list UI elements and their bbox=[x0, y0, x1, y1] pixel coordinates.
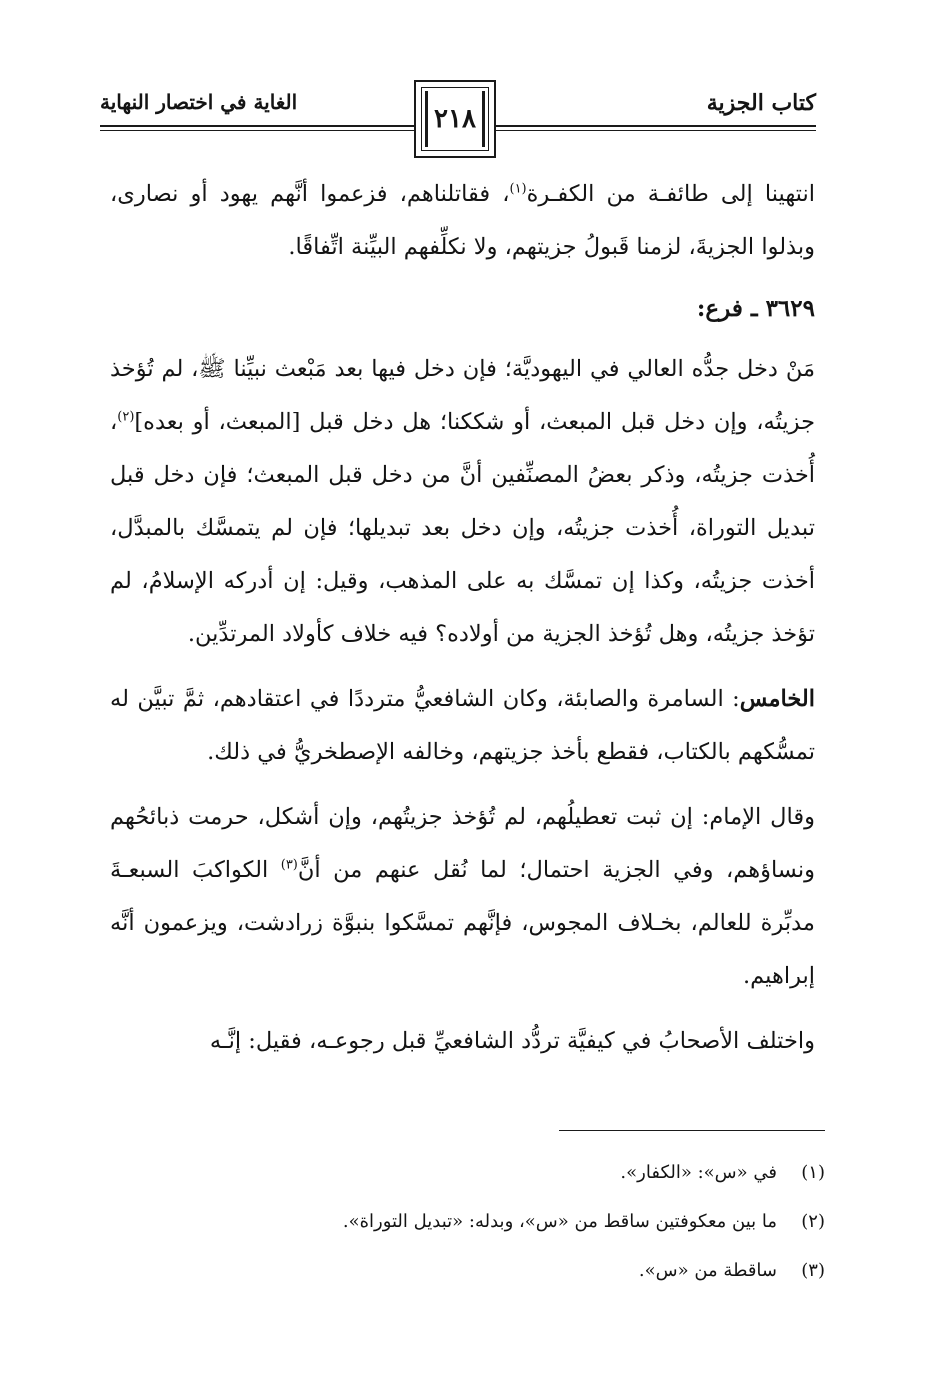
footnotes bbox=[125, 1148, 825, 1295]
branch-heading: ٣٦٢٩ ـ فرع: bbox=[696, 295, 815, 322]
footnote-ref-2: (٢) bbox=[117, 409, 135, 425]
book-title: الغاية في اختصار النهاية bbox=[100, 90, 303, 114]
page-header bbox=[100, 80, 816, 160]
paragraph-1-rest: ، فقاتلناهم، فزعموا أنَّهم يهود أو نصارى، وبذلوا الجزيةَ، لزمنا قَبولُ جزيتهم، ولا نكلِّفهم البيِّنة اتِّفاقًا. bbox=[110, 181, 815, 260]
paragraph-5: واختلف الأصحابُ في كيفيَّة تردُّد الشافعيِّ قبل رجوعـه، فقيل: إنَّـه bbox=[209, 1028, 815, 1054]
paragraph-2 bbox=[110, 343, 815, 661]
paragraph-1-start: انتهينا إلى طائفـة من الكفـرة bbox=[526, 181, 815, 207]
footnote-text: ساقطة من «س». bbox=[638, 1260, 777, 1281]
page-number: ٢١٨ bbox=[434, 104, 476, 134]
paragraph-4 bbox=[110, 791, 815, 1003]
footnote-number: (٢) bbox=[801, 1211, 825, 1232]
footnote bbox=[125, 1246, 825, 1295]
footnote-number: (١) bbox=[801, 1162, 825, 1183]
footnote-ref-1: (١) bbox=[509, 181, 527, 197]
footnote-ref-3: (٣) bbox=[280, 857, 298, 873]
chapter-title: كتاب الجزية bbox=[701, 90, 816, 116]
paragraph-2-start: مَنْ دخل جدُّه العالي في اليهوديَّة؛ فإن دخل فيها بعد مَبْعث نبيِّنا ﷺ، لم تُؤخذ جزيتُه، وإن دخل قبل المبعث، أو شككنا؛ هل دخل قبل [المبعث، أو بعده] bbox=[110, 356, 815, 435]
footnote-separator bbox=[559, 1130, 825, 1131]
main-text bbox=[110, 168, 815, 1068]
paragraph-3 bbox=[110, 673, 815, 779]
paragraph-2-rest: ، أُخذت جزيتُه، وذكر بعضُ المصنِّفين أنَّ من دخل قبل المبعث؛ فإن دخل قبل تبديل التوراة، أُخذت جزيتُه، وإن دخل بعد تبديلها؛ فإن لم يتمسَّك بالمبدَّل، أخذت جزيتُه، وكذا إن تمسَّك به على المذهب، وقيل: إن أدركه الإسلامُ، لم تؤخذ جزيتُه، وهل تُؤخذ الجزية من أولاده؟ فيه خلاف كأولاد المرتدِّين. bbox=[110, 409, 815, 647]
paragraph-1 bbox=[110, 168, 815, 274]
paragraph-3-rest: : السامرة والصابئة، وكان الشافعيُّ مترددًا في اعتقادهم، ثمَّ تبيَّن له تمسُّكهم بالكتاب، فقطع بأخذ جزيتهم، وخالفه الإصطخريُّ في ذلك. bbox=[110, 686, 815, 765]
paragraph-4-rest: الكواكبَ السبعـةَ مدبِّرة للعالم، بخـلاف المجوس، فإنَّهم تمسَّكوا بنبوَّة زرادشت، ويزعمون أنَّه إبراهيم. bbox=[110, 857, 815, 989]
footnote-number: (٣) bbox=[801, 1260, 825, 1281]
footnote-text: في «س»: «الكفار». bbox=[620, 1162, 777, 1183]
footnote-text: ما بين معكوفتين ساقط من «س»، وبدله: «تبديل التوراة». bbox=[342, 1211, 777, 1232]
footnote bbox=[125, 1148, 825, 1197]
page-number-frame bbox=[414, 80, 496, 158]
paragraph-3-lead: الخامس bbox=[739, 686, 815, 712]
paragraph-4-start: وقال الإمام: إن ثبت تعطيلُهم، لم تُؤخذ جزيتُهم، وإن أشكل، حرمت ذبائحُهم ونساؤهم، وفي الجزية احتمال؛ لما نُقل عنهم من أنَّ bbox=[110, 804, 816, 883]
footnote bbox=[125, 1197, 825, 1246]
